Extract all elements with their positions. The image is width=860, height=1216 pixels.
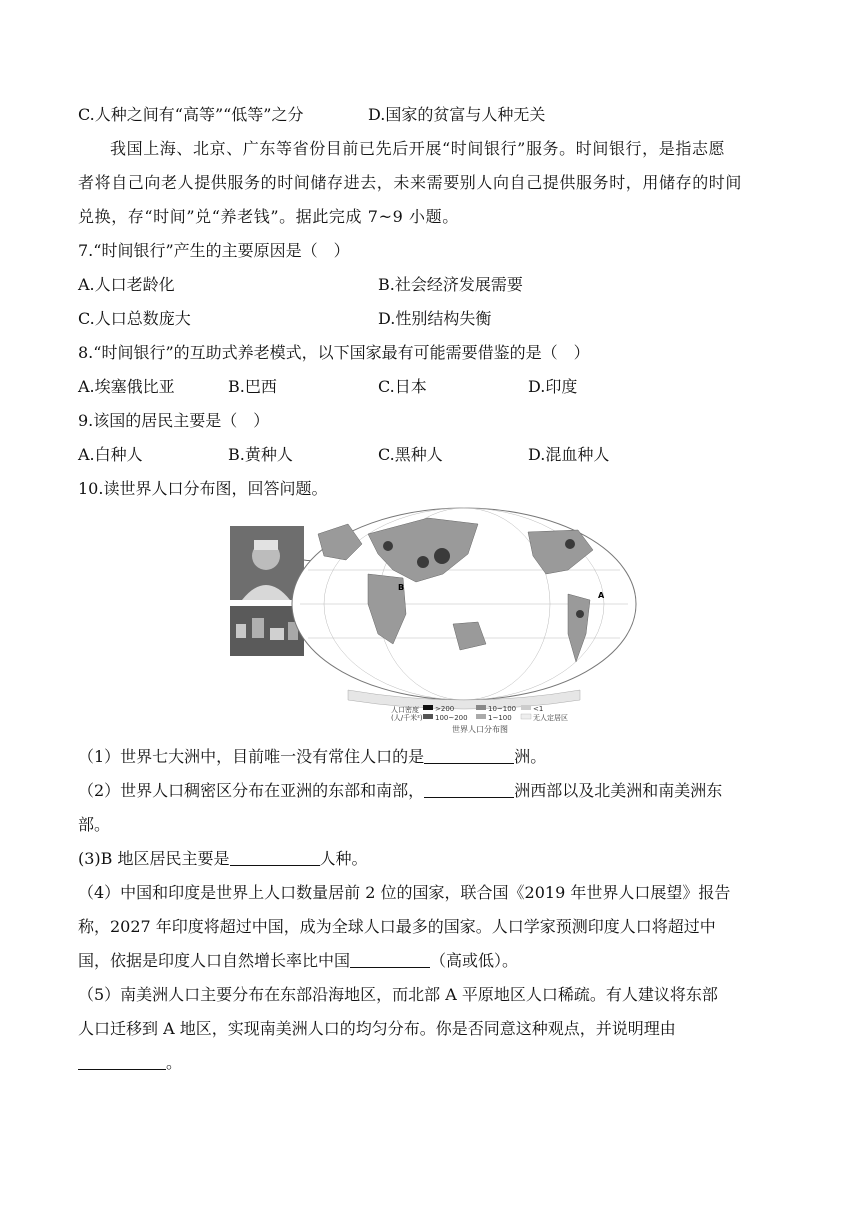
legend-unit: (人/千米²) [391, 714, 423, 722]
legend-item-5: <1 [533, 705, 544, 713]
map-label-b: B [398, 583, 405, 592]
q10-sub-2-text: （2）世界人口稠密区分布在亚洲的东部和南部， [78, 781, 425, 800]
legend-item-6: 无人定居区 [533, 714, 568, 722]
q10-sub-4-suffix: （高或低）。 [430, 951, 519, 970]
q10-sub-3-text: (3)B 地区居民主要是 [78, 849, 230, 868]
q7-option-b: B.社会经济发展需要 [378, 275, 523, 294]
q9-option-a: A.白种人 [78, 445, 143, 464]
q10-sub-4-line-2: 称，2027 年印度将超过中国，成为全球人口最多的国家。人口学家预测印度人口将超过中 [78, 917, 716, 936]
q9-option-d: D.混血种人 [528, 445, 610, 464]
q7-option-d: D.性别结构失衡 [378, 309, 492, 328]
legend-title: 人口密度 [391, 706, 419, 714]
q6-option-d: D.国家的贫富与人种无关 [368, 105, 546, 124]
q10-sub-3-blank[interactable] [230, 849, 320, 866]
q7-option-c: C.人口总数庞大 [78, 309, 191, 328]
q10-sub-4-text: 国，依据是印度人口自然增长率比中国 [78, 951, 351, 970]
legend-item-2: 100~200 [435, 714, 468, 722]
q8-option-d: D.印度 [528, 377, 578, 396]
q10-sub-5-line-1: （5）南美洲人口主要分布在东部沿海地区，而北部 A 平原地区人口稀疏。有人建议将东部 [78, 985, 718, 1004]
q9-option-b: B.黄种人 [228, 445, 293, 464]
q10-sub-5-suffix: 。 [166, 1053, 183, 1072]
q10-sub-2-suffix: 洲西部以及北美洲和南美洲东 [514, 781, 723, 800]
q10-sub-2 [78, 780, 722, 802]
legend-item-3: 10~100 [488, 705, 517, 713]
q10-sub-1 [78, 746, 546, 768]
q7-stem: 7.“时间银行”产生的主要原因是（ ） [78, 241, 350, 260]
passage-line-1: 我国上海、北京、广东等省份目前已先后开展“时间银行”服务。时间银行，是指志愿 [110, 139, 726, 158]
q10-sub-4-line-3 [78, 950, 518, 972]
q10-sub-3-suffix: 人种。 [319, 849, 368, 868]
q10-sub-5-line-3 [78, 1052, 182, 1074]
q8-stem: 8.“时间银行”的互助式养老模式，以下国家最有可能需要借鉴的是（ ） [78, 343, 590, 362]
figure-title: 世界人口分布图 [452, 725, 508, 734]
q8-option-a: A.埃塞俄比亚 [78, 377, 175, 396]
q8-option-c: C.日本 [378, 377, 427, 396]
q7-option-a: A.人口老龄化 [78, 275, 175, 294]
q10-sub-1-blank[interactable] [424, 747, 514, 764]
q10-sub-5-line-2: 人口迁移到 A 地区，实现南美洲人口的均匀分布。你是否同意这种观点，并说明理由 [78, 1019, 676, 1038]
q8-option-b: B.巴西 [228, 377, 277, 396]
q10-sub-3 [78, 848, 368, 870]
q10-sub-1-suffix: 洲。 [514, 747, 547, 766]
q10-sub-4-line-1: （4）中国和印度是世界上人口数量居前 2 位的国家，联合国《2019 年世界人口展望》报告 [78, 883, 731, 902]
q10-sub-5-blank[interactable] [78, 1053, 166, 1070]
legend-item-1: >200 [435, 705, 455, 713]
world-population-map-figure [228, 504, 648, 740]
q10-sub-4-blank[interactable] [350, 951, 430, 968]
legend-item-4: 1~100 [488, 714, 512, 722]
q10-sub-2-blank[interactable] [424, 781, 514, 798]
q10-sub-2-cont: 部。 [78, 815, 111, 834]
map-label-a: A [598, 591, 605, 600]
q10-stem: 10.读世界人口分布图，回答问题。 [78, 479, 328, 498]
q9-stem: 9.该国的居民主要是（ ） [78, 411, 270, 430]
passage-line-2: 者将自己向老人提供服务的时间储存进去，未来需要别人向自己提供服务时，用储存的时间 [78, 173, 743, 192]
q9-option-c: C.黑种人 [378, 445, 443, 464]
q6-option-c: C.人种之间有“高等”“低等”之分 [78, 105, 304, 124]
q10-sub-1-text: （1）世界七大洲中，目前唯一没有常住人口的是 [78, 747, 425, 766]
passage-line-3: 兑换，存“时间”兑“养老钱”。据此完成 7~9 小题。 [78, 207, 459, 226]
